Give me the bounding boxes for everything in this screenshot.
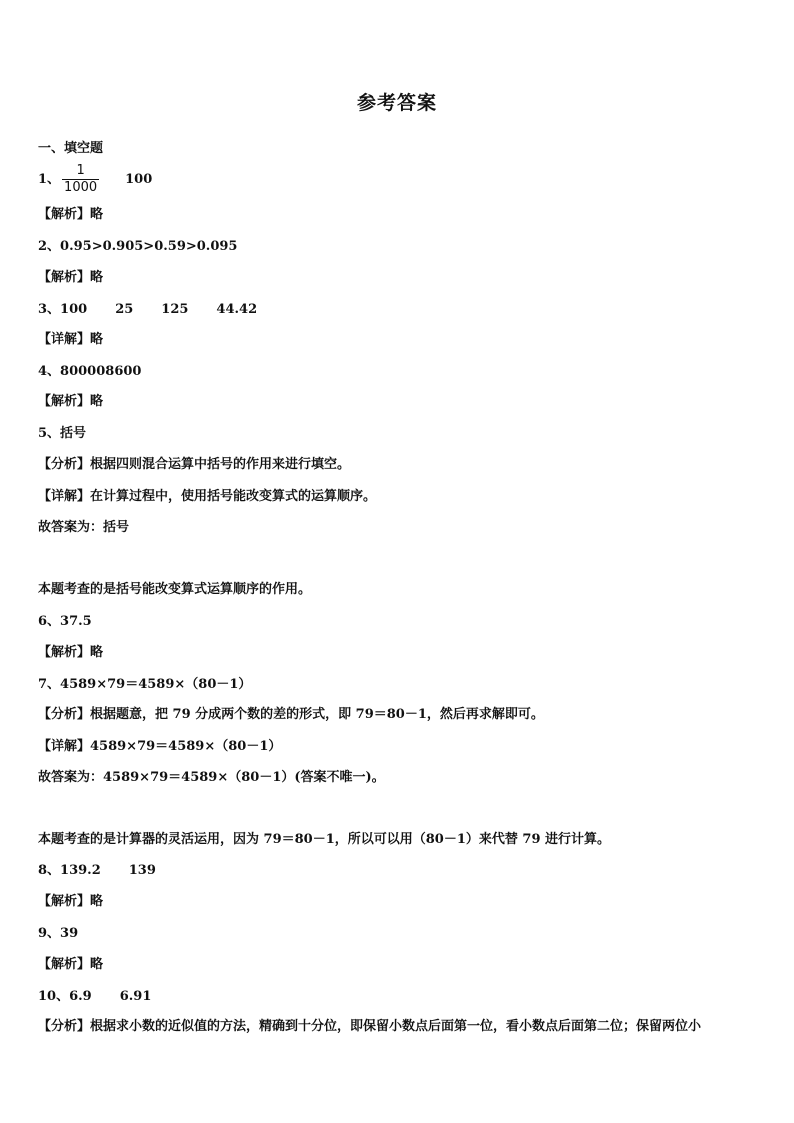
- q10-value-2: 6.91: [119, 989, 152, 1004]
- section-heading: 一、填空题: [38, 141, 104, 156]
- q1-fraction-denominator: 1000: [64, 180, 98, 195]
- q1-label: 1、: [38, 172, 61, 187]
- q3-answer: [38, 301, 257, 319]
- q4-answer: 4、800008600: [38, 364, 142, 379]
- q5-answer: 5、括号: [38, 426, 87, 441]
- q10-value-1: 6.9: [69, 989, 92, 1004]
- q5-analysis: 【分析】根据四则混合运算中括号的作用来进行填空。: [38, 457, 351, 472]
- q8-value-1: 139.2: [60, 863, 101, 878]
- q1-fraction: [62, 163, 99, 196]
- q2-note: 【解析】略: [38, 270, 104, 285]
- q5-detail: 【详解】在计算过程中，使用括号能改变算式的运算顺序。: [38, 489, 377, 504]
- q6-note: 【解析】略: [38, 645, 104, 660]
- q1-answer: [38, 163, 152, 196]
- page-title: 参考答案: [356, 92, 437, 114]
- q1-fraction-numerator: 1: [62, 163, 99, 180]
- q7-comment: 本题考查的是计算器的灵活运用，因为 79＝80－1，所以可以用（80－1）来代替 79 进行计算。: [38, 832, 611, 847]
- q9-answer: 9、39: [38, 926, 79, 941]
- q2-answer: 2、0.95>0.905>0.59>0.095: [38, 239, 238, 254]
- q5-final-answer: 故答案为：括号: [38, 520, 130, 535]
- q3-value-4: 44.42: [216, 302, 258, 317]
- q8-answer: [38, 862, 156, 880]
- q8-note: 【解析】略: [38, 894, 104, 909]
- q1-note: 【解析】略: [38, 207, 104, 222]
- q10-analysis: 【分析】根据求小数的近似值的方法，精确到十分位，即保留小数点后面第一位，看小数点后面第二位；保留两位小: [38, 1019, 702, 1034]
- q8-label: 8、: [38, 863, 61, 878]
- q5-comment: 本题考查的是括号能改变算式运算顺序的作用。: [38, 582, 312, 597]
- q9-note: 【解析】略: [38, 957, 104, 972]
- q3-value-3: 125: [161, 302, 189, 317]
- q7-detail: 【详解】4589×79＝4589×（80－1）: [38, 739, 282, 754]
- q1-value: 100: [125, 172, 153, 187]
- q3-label: 3、: [38, 302, 61, 317]
- q7-answer: 7、4589×79＝4589×（80－1）: [38, 677, 252, 692]
- q4-note: 【解析】略: [38, 394, 104, 409]
- q3-value-2: 25: [115, 302, 134, 317]
- q7-analysis: 【分析】根据题意，把 79 分成两个数的差的形式，即 79＝80－1，然后再求解即可。: [38, 707, 544, 722]
- q3-note: 【详解】略: [38, 332, 104, 347]
- q10-label: 10、: [38, 989, 70, 1004]
- q3-value-1: 100: [60, 302, 88, 317]
- q6-answer: 6、37.5: [38, 614, 92, 629]
- q7-final-answer: 故答案为：4589×79＝4589×（80－1）(答案不唯一)。: [38, 770, 385, 785]
- q8-value-2: 139: [128, 863, 156, 878]
- q10-answer: [38, 988, 151, 1006]
